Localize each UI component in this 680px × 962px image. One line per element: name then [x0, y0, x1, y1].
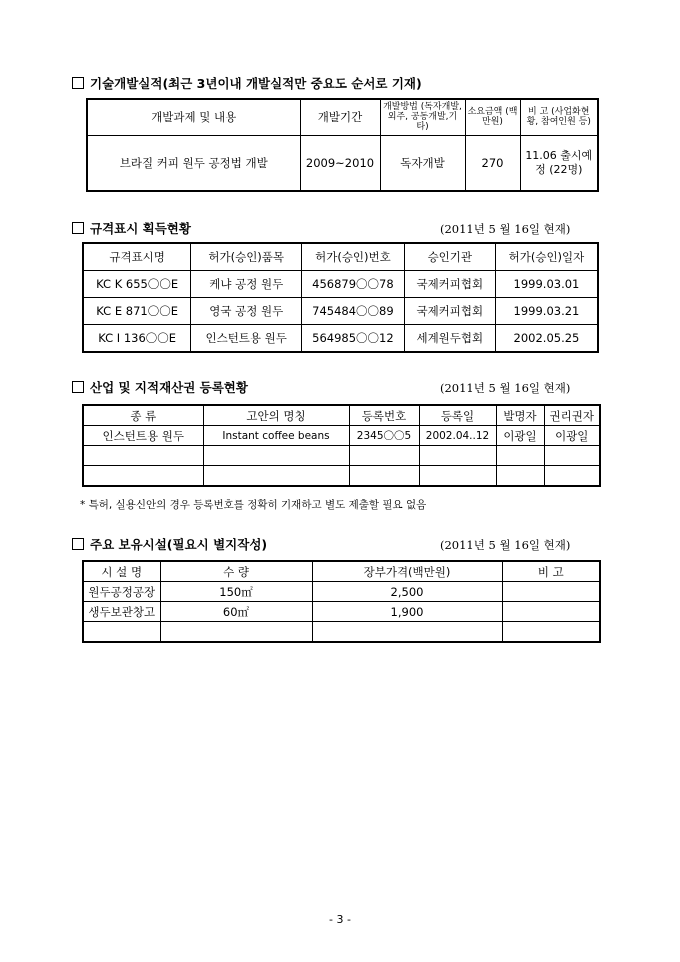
checkbox-square-icon	[72, 538, 84, 550]
table-row	[83, 602, 600, 622]
facility-cell	[502, 582, 600, 602]
facility-as-of: (2011년 5 월 16일 현재)	[440, 538, 571, 552]
cert-header-cell: 승인기관	[404, 243, 495, 271]
cert-cell: 세계원두협회	[404, 325, 495, 353]
ip-cell	[544, 466, 600, 487]
cert-cell: KC E 871〇〇E	[83, 298, 191, 325]
table-row	[83, 622, 600, 643]
table-row	[83, 325, 598, 353]
ip-header-cell: 권리권자	[544, 405, 600, 426]
cert-title-text: 규격표시 획득현황	[90, 221, 191, 236]
cert-cell: 745484〇〇89	[302, 298, 405, 325]
facility-cell: 1,900	[312, 602, 502, 622]
facility-cell: 원두공정공장	[83, 582, 160, 602]
cert-as-of: (2011년 5 월 16일 현재)	[440, 222, 571, 236]
dev-header-note: 비 고 (사업화현황, 참여인원 등)	[520, 99, 598, 135]
facility-header-cell: 수 량	[160, 561, 312, 582]
ip-cell	[83, 466, 203, 487]
dev-section-title	[72, 74, 422, 92]
ip-section-title	[72, 378, 248, 396]
facility-cell	[160, 622, 312, 643]
dev-table	[86, 98, 599, 192]
dev-header-method: 개발방법 (독자개발,외주, 공동개발,기타)	[380, 99, 465, 135]
ip-table	[82, 404, 601, 487]
ip-cell	[544, 446, 600, 466]
dev-cell-period: 2009~2010	[300, 135, 380, 191]
ip-cell: 이광일	[544, 426, 600, 446]
page-number: - 3 -	[329, 913, 351, 926]
cert-cell: KC K 655〇〇E	[83, 271, 191, 298]
facility-title-text: 주요 보유시설(필요시 별지작성)	[90, 537, 268, 552]
ip-footnote: * 특허, 실용신안의 경우 등록번호를 정확히 기재하고 별도 제출할 필요 없음	[80, 499, 427, 511]
ip-cell	[496, 466, 544, 487]
facility-header-cell: 비 고	[502, 561, 600, 582]
table-row	[83, 271, 598, 298]
cert-section-title	[72, 219, 191, 237]
cert-cell: 2002.05.25	[495, 325, 598, 353]
cert-table	[82, 242, 599, 353]
cert-cell: 1999.03.01	[495, 271, 598, 298]
cert-cell: KC I 136〇〇E	[83, 325, 191, 353]
cert-cell: 국제커피협회	[404, 271, 495, 298]
facility-header-cell: 시 설 명	[83, 561, 160, 582]
cert-header-cell: 규격표시명	[83, 243, 191, 271]
cert-cell: 인스턴트용 원두	[191, 325, 302, 353]
facility-section-title	[72, 535, 267, 553]
ip-as-of: (2011년 5 월 16일 현재)	[440, 381, 571, 395]
checkbox-square-icon	[72, 77, 84, 89]
ip-cell	[349, 446, 419, 466]
facility-cell	[83, 622, 160, 643]
facility-table	[82, 560, 601, 643]
dev-cell-note: 11.06 출시예정 (22명)	[520, 135, 598, 191]
cert-cell: 영국 공정 원두	[191, 298, 302, 325]
ip-cell	[349, 466, 419, 487]
facility-cell	[502, 622, 600, 643]
ip-cell	[419, 446, 496, 466]
table-row	[83, 446, 600, 466]
ip-title-text: 산업 및 지적재산권 등록현황	[90, 380, 248, 395]
ip-cell	[203, 466, 349, 487]
ip-header-cell: 발명자	[496, 405, 544, 426]
cert-header-cell: 허가(승인)번호	[302, 243, 405, 271]
ip-header-cell: 고안의 명칭	[203, 405, 349, 426]
cert-cell: 1999.03.21	[495, 298, 598, 325]
table-row	[83, 426, 600, 446]
ip-cell	[419, 466, 496, 487]
checkbox-square-icon	[72, 222, 84, 234]
facility-cell: 생두보관창고	[83, 602, 160, 622]
facility-cell	[312, 622, 502, 643]
facility-cell: 2,500	[312, 582, 502, 602]
dev-cell-method: 독자개발	[380, 135, 465, 191]
ip-cell: Instant coffee beans	[203, 426, 349, 446]
dev-title-text: 기술개발실적(최근 3년이내 개발실적만 중요도 순서로 기재)	[90, 76, 422, 91]
cert-cell: 케냐 공정 원두	[191, 271, 302, 298]
ip-header-cell: 등록번호	[349, 405, 419, 426]
facility-cell: 60㎡	[160, 602, 312, 622]
checkbox-square-icon	[72, 381, 84, 393]
ip-header-cell: 종 류	[83, 405, 203, 426]
dev-header-period: 개발기간	[300, 99, 380, 135]
cert-cell: 564985〇〇12	[302, 325, 405, 353]
ip-header-cell: 등록일	[419, 405, 496, 426]
cert-cell: 국제커피협회	[404, 298, 495, 325]
ip-cell	[203, 446, 349, 466]
ip-cell: 2345〇〇5	[349, 426, 419, 446]
dev-cell-cost: 270	[465, 135, 520, 191]
facility-cell: 150㎡	[160, 582, 312, 602]
facility-cell	[502, 602, 600, 622]
dev-cell-project: 브라질 커피 원두 공정법 개발	[87, 135, 300, 191]
dev-header-cost: 소요금액 (백만원)	[465, 99, 520, 135]
ip-cell: 인스턴트용 원두	[83, 426, 203, 446]
ip-cell	[83, 446, 203, 466]
table-row	[83, 298, 598, 325]
facility-header-cell: 장부가격(백만원)	[312, 561, 502, 582]
ip-cell: 2002.04..12	[419, 426, 496, 446]
ip-cell: 이광일	[496, 426, 544, 446]
cert-header-cell: 허가(승인)일자	[495, 243, 598, 271]
table-row	[83, 582, 600, 602]
table-row	[83, 466, 600, 487]
cert-cell: 456879〇〇78	[302, 271, 405, 298]
ip-cell	[496, 446, 544, 466]
dev-header-project: 개발과제 및 내용	[87, 99, 300, 135]
cert-header-cell: 허가(승인)품목	[191, 243, 302, 271]
